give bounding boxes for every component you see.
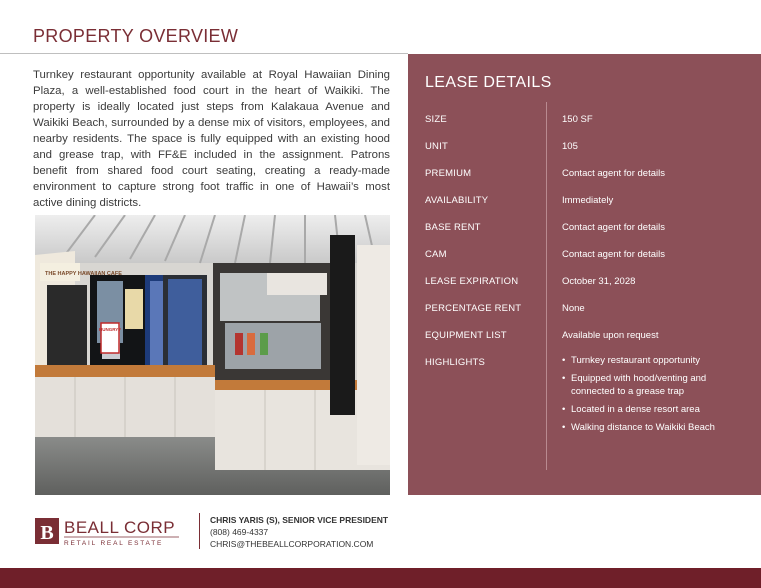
lease-value: Contact agent for details [562, 222, 665, 233]
lease-label: CAM [425, 249, 447, 260]
lease-value: October 31, 2028 [562, 276, 636, 287]
lease-value: 150 SF [562, 114, 593, 125]
lease-label: PREMIUM [425, 168, 472, 179]
brand-name: BEALL CORP [64, 518, 176, 537]
contact-phone[interactable]: (808) 469-4337 [210, 527, 269, 537]
footer-bar [0, 568, 761, 588]
lease-label: BASE RENT [425, 222, 481, 233]
panel-divider [546, 102, 547, 470]
lease-value: 105 [562, 141, 578, 152]
contact-name: CHRIS YARIS (S), SENIOR VICE PRESIDENT [210, 515, 389, 525]
svg-text:B: B [40, 522, 54, 544]
highlight-item: • Turnkey restaurant opportunity [562, 354, 742, 367]
lease-value: None [562, 303, 585, 314]
lease-value: Available upon request [562, 330, 659, 341]
lease-label: UNIT [425, 141, 448, 152]
lease-label: LEASE EXPIRATION [425, 276, 519, 287]
lease-details-title: LEASE DETAILS [425, 74, 552, 91]
property-description: Turnkey restaurant opportunity available at Royal Hawaiian Dining Plaza, a well-established food court in the heart of Waikiki. The property is ideally located just steps from Kalakaua Avenue and Waikiki Beach, surrounded by a dense mix of visitors, employees, and nearby residents. The space is fully equipped with an existing hood and grease trap, with FF&E included in the assignment. Patrons benefit from shared food court seating, creating a ready-made environment to capture strong foot traffic in one of Hawaii’s most active dining districts. [33, 69, 390, 209]
lease-label: HIGHLIGHTS [425, 357, 486, 368]
shop-sign: THE HAPPY HAWAIIAN CAFE [45, 271, 122, 277]
property-photo [35, 215, 390, 495]
lease-value: Contact agent for details [562, 249, 665, 260]
lease-label: PERCENTAGE RENT [425, 303, 522, 314]
lease-label: EQUIPMENT LIST [425, 330, 507, 341]
lease-value: Immediately [562, 195, 614, 206]
highlight-item: • Located in a dense resort area [562, 403, 742, 416]
lease-label: SIZE [425, 114, 447, 125]
lease-label: AVAILABILITY [425, 195, 489, 206]
lease-details-panel [408, 54, 761, 495]
contact-email[interactable]: CHRIS@THEBEALLCORPORATION.COM [210, 539, 374, 549]
contact-divider [199, 513, 200, 549]
highlight-item: • Equipped with hood/venting and connected to a grease trap [562, 372, 742, 398]
page-title: PROPERTY OVERVIEW [33, 26, 239, 46]
menu-sign: HUNGRY? [98, 327, 122, 332]
title-divider [0, 53, 408, 54]
lease-value: Contact agent for details [562, 168, 665, 179]
highlights-list [562, 354, 742, 439]
brand-tagline: RETAIL REAL ESTATE [64, 540, 164, 547]
highlight-item: • Walking distance to Waikiki Beach [562, 421, 742, 434]
contact-block [210, 514, 388, 550]
beall-corp-logo [35, 516, 185, 553]
